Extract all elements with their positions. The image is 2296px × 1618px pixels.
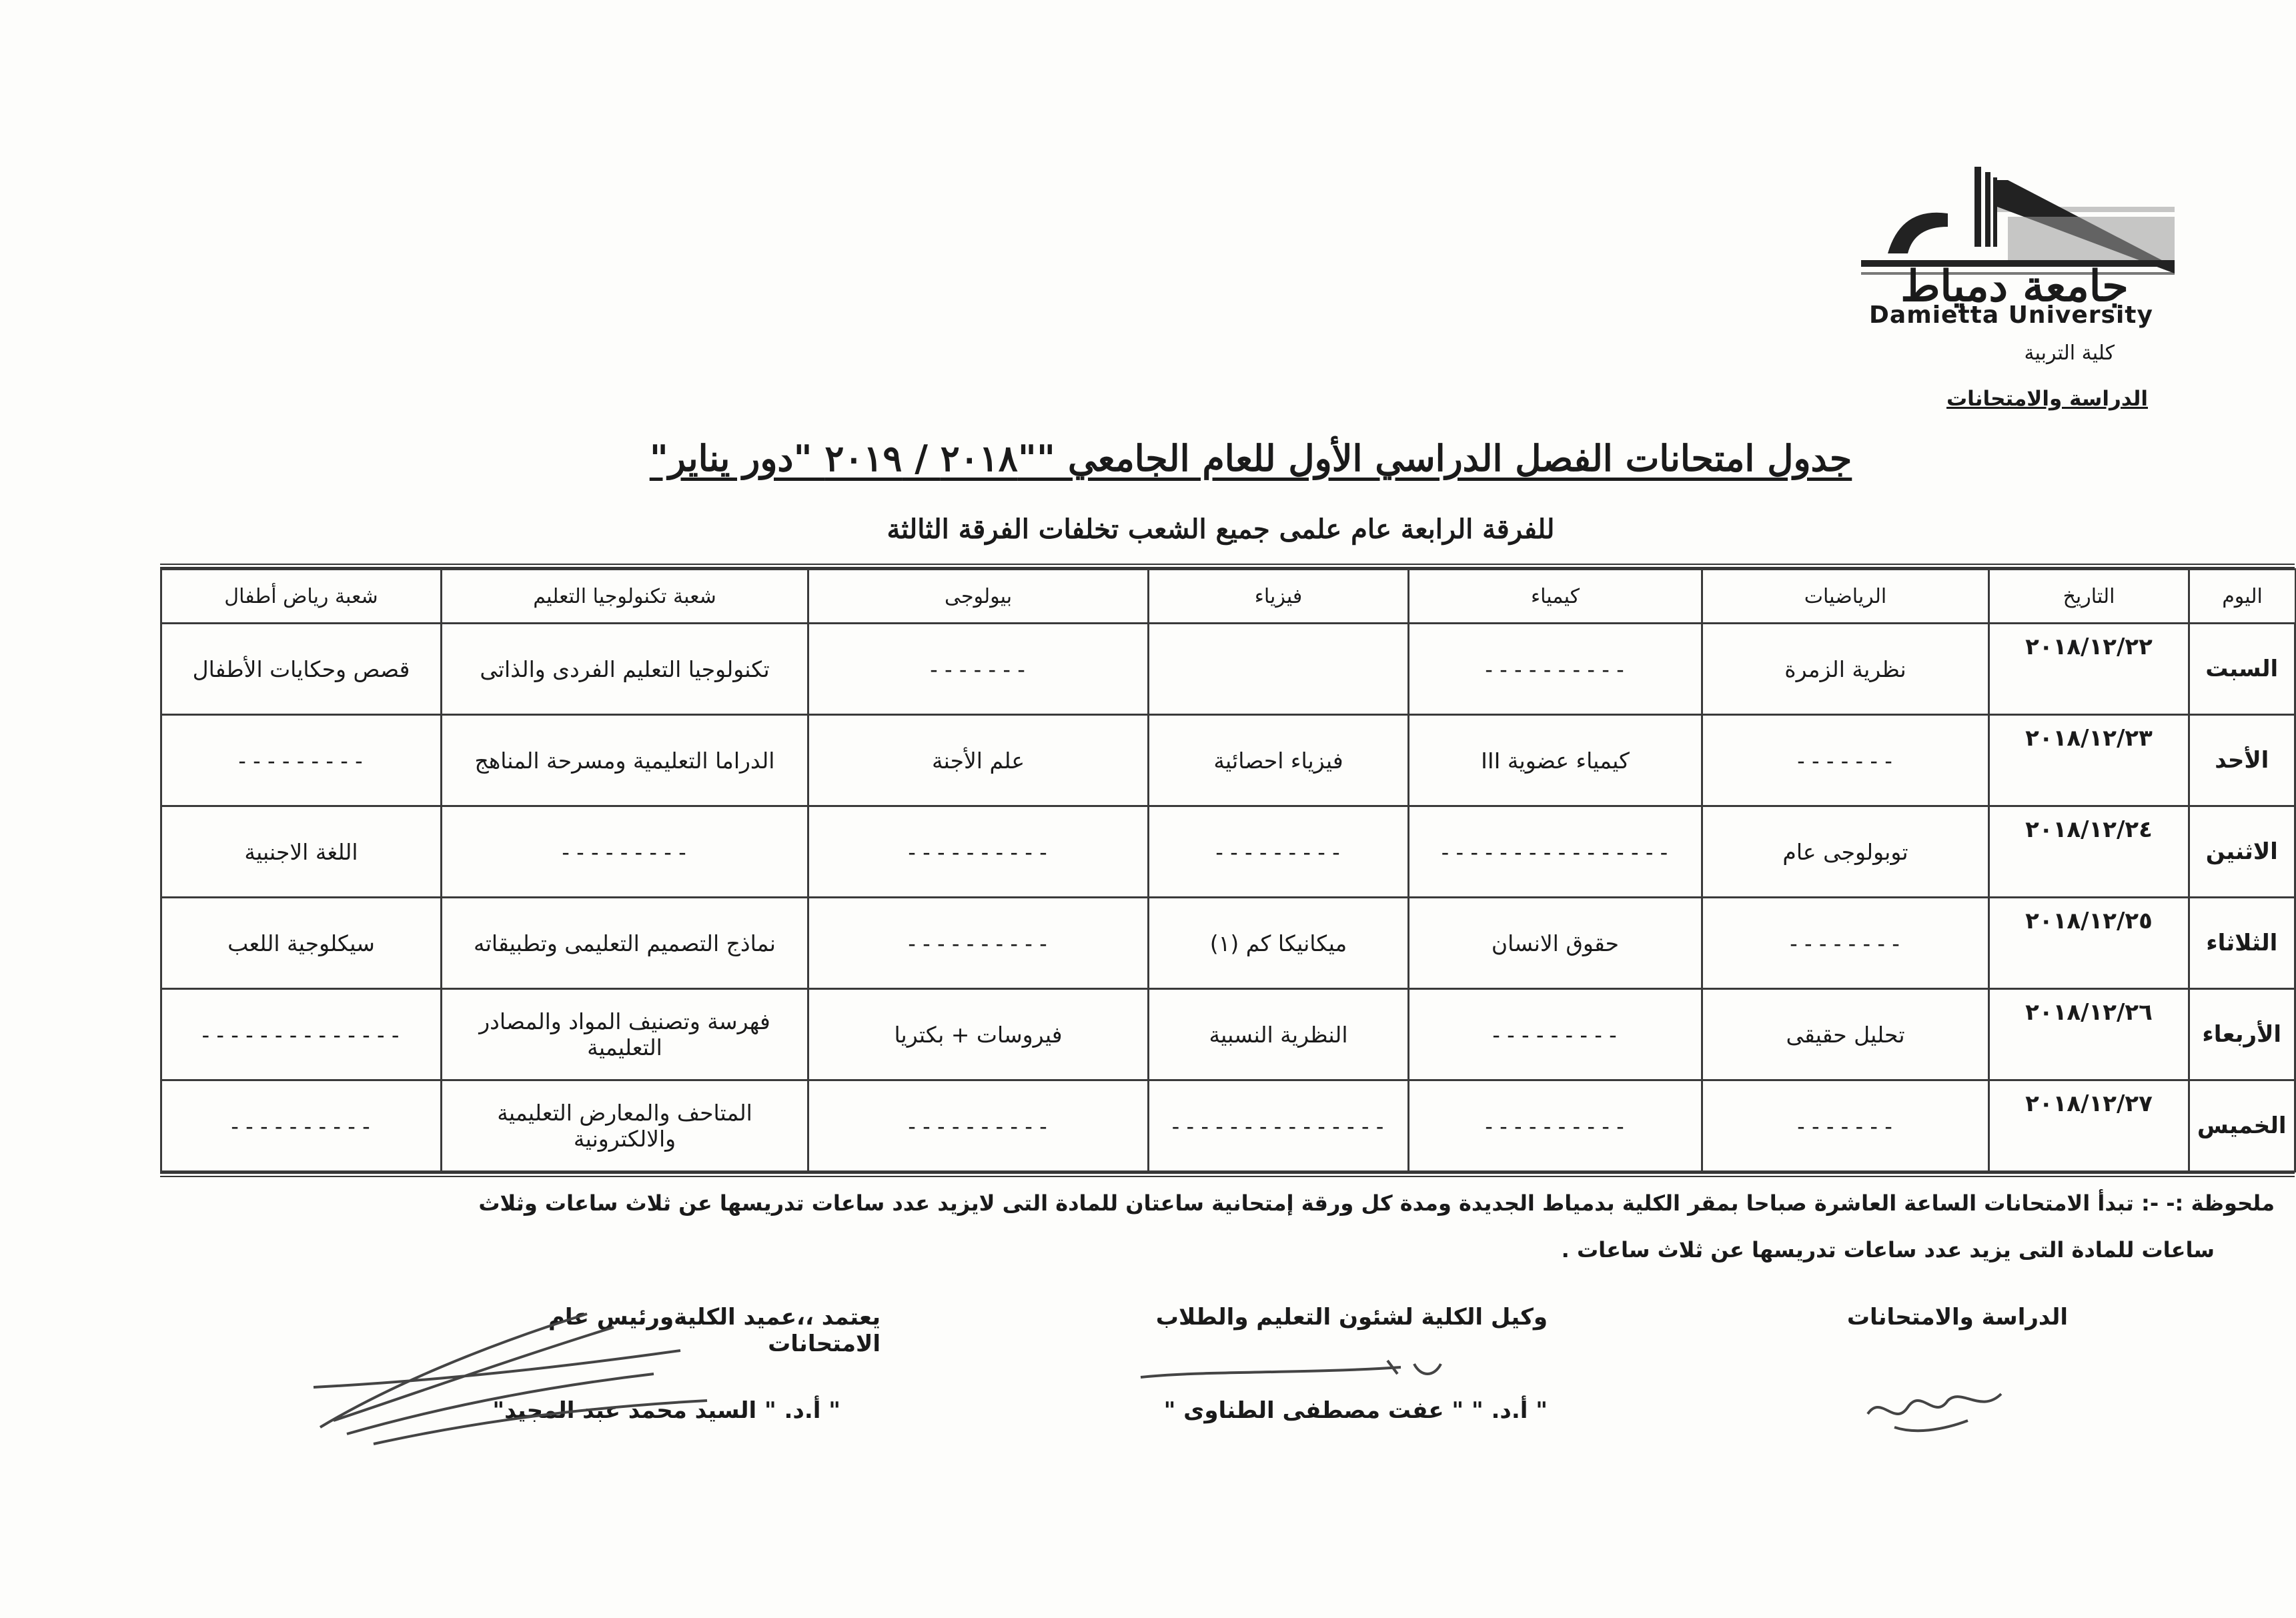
dept-signature-scribble [1854,1367,2028,1441]
cell-chemistry: ---------- [1409,624,1702,715]
cell-math: توبولوجى عام [1702,806,1989,898]
university-name-arabic: جامعة دمياط [1900,261,2129,311]
header-day: اليوم [2189,570,2296,624]
signature-dean-title: يعتمد ،،عميد الكليةورئيس عام الامتحانات [548,1304,881,1357]
cell-biology: ---------- [808,898,1149,989]
vice-signature-scribble [1134,1344,1481,1397]
page-title: جدول امتحانات الفصل الدراسي الأول للعام الجامعي ""٢٠١٨ / ٢٠١٩ "دور يناير" [649,437,1852,480]
cell-physics: ميكانيكا كم (١) [1149,898,1409,989]
cell-day: الخميس [2189,1080,2296,1172]
cell-kindergarten: قصص وحكايات الأطفال [161,624,442,715]
cell-edtech: فهرسة وتصنيف المواد والمصادر التعليمية [442,989,808,1080]
cell-math: ------- [1702,1080,1989,1172]
cell-physics: --------- [1149,806,1409,898]
table-row [161,989,2296,1080]
cell-physics: فيزياء احصائية [1149,715,1409,806]
cell-day: الاثنين [2189,806,2296,898]
cell-date: ٢٠١٨/١٢/٢٢ [1989,624,2189,715]
cell-kindergarten: اللغة الاجنبية [161,806,442,898]
cell-edtech: المتاحف والمعارض التعليمية والالكترونية [442,1080,808,1172]
schedule-table-frame [160,564,2295,1177]
cell-kindergarten: -------------- [161,989,442,1080]
cell-edtech: --------- [442,806,808,898]
cell-date: ٢٠١٨/١٢/٢٥ [1989,898,2189,989]
cell-physics [1149,624,1409,715]
cell-math: -------- [1702,898,1989,989]
cell-edtech: تكنولوجيا التعليم الفردى والذاتى [442,624,808,715]
signature-dean-name: " أ.د. " السيد محمد عبد المجيد" [492,1397,840,1424]
cell-math: تحليل حقيقى [1702,989,1989,1080]
cell-date: ٢٠١٨/١٢/٢٣ [1989,715,2189,806]
table-header-row [161,570,2296,624]
signature-vice-name: " أ.د. " " عفت مصطفى الطناوى " [1163,1397,1548,1424]
cell-biology: فيروسات + بكتريا [808,989,1149,1080]
header-chemistry: كيمياء [1409,570,1702,624]
note-line-1: ملحوظة :- -: تبدأ الامتحانات الساعة العاشرة صباحا بمقر الكلية بدمياط الجديدة ومدة كل ورقة إمتحانية ساعتان للمادة التى لايزيد عدد ساعات تدريسها عن ثلاث ساعات وثلاث [478,1190,2275,1216]
table-row [161,624,2296,715]
cell-kindergarten: ---------- [161,1080,442,1172]
cell-kindergarten: --------- [161,715,442,806]
cell-date: ٢٠١٨/١٢/٢٧ [1989,1080,2189,1172]
cell-math: ------- [1702,715,1989,806]
table-row [161,715,2296,806]
table-row [161,898,2296,989]
cell-edtech: الدراما التعليمية ومسرحة المناهج [442,715,808,806]
cell-chemistry: --------- [1409,989,1702,1080]
cell-day: الأحد [2189,715,2296,806]
page-subtitle: للفرقة الرابعة عام علمى جميع الشعب تخلفات الفرقة الثالثة [887,514,1555,545]
signature-dept-title: الدراسة والامتحانات [1846,1304,2068,1331]
cell-chemistry: ---------- [1409,1080,1702,1172]
cell-biology: ------- [808,624,1149,715]
header-edtech: شعبة تكنولوجيا التعليم [442,570,808,624]
dean-signature-scribble [307,1287,774,1454]
cell-math: نظرية الزمرة [1702,624,1989,715]
header-kindergarten: شعبة رياض أطفال [161,570,442,624]
header-biology: بيولوجى [808,570,1149,624]
university-name-english: Damietta University [1869,301,2153,329]
exam-schedule-table [160,568,2296,1172]
cell-day: الأربعاء [2189,989,2296,1080]
signature-vice-title: وكيل الكلية لشئون التعليم والطلاب [1155,1304,1548,1331]
cell-physics: --------------- [1149,1080,1409,1172]
cell-biology: علم الأجنة [808,715,1149,806]
cell-chemistry: ---------------- [1409,806,1702,898]
cell-date: ٢٠١٨/١٢/٢٦ [1989,989,2189,1080]
header-math: الرياضيات [1702,570,1989,624]
header-date: التاريخ [1989,570,2189,624]
cell-biology: ---------- [808,806,1149,898]
table-row [161,1080,2296,1172]
cell-edtech: نماذج التصميم التعليمى وتطبيقاته [442,898,808,989]
cell-chemistry: كيمياء عضوية III [1409,715,1702,806]
cell-biology: ---------- [808,1080,1149,1172]
note-line-2: ساعات للمادة التى يزيد عدد ساعات تدريسها عن ثلاث ساعات . [1561,1237,2215,1263]
cell-kindergarten: سيكلوجية اللعب [161,898,442,989]
cell-day: الثلاثاء [2189,898,2296,989]
cell-date: ٢٠١٨/١٢/٢٤ [1989,806,2189,898]
header-physics: فيزياء [1149,570,1409,624]
cell-chemistry: حقوق الانسان [1409,898,1702,989]
department-name: الدراسة والامتحانات [1946,387,2148,411]
cell-physics: النظرية النسبية [1149,989,1409,1080]
table-row [161,806,2296,898]
faculty-name: كلية التربية [2024,341,2115,365]
cell-day: السبت [2189,624,2296,715]
